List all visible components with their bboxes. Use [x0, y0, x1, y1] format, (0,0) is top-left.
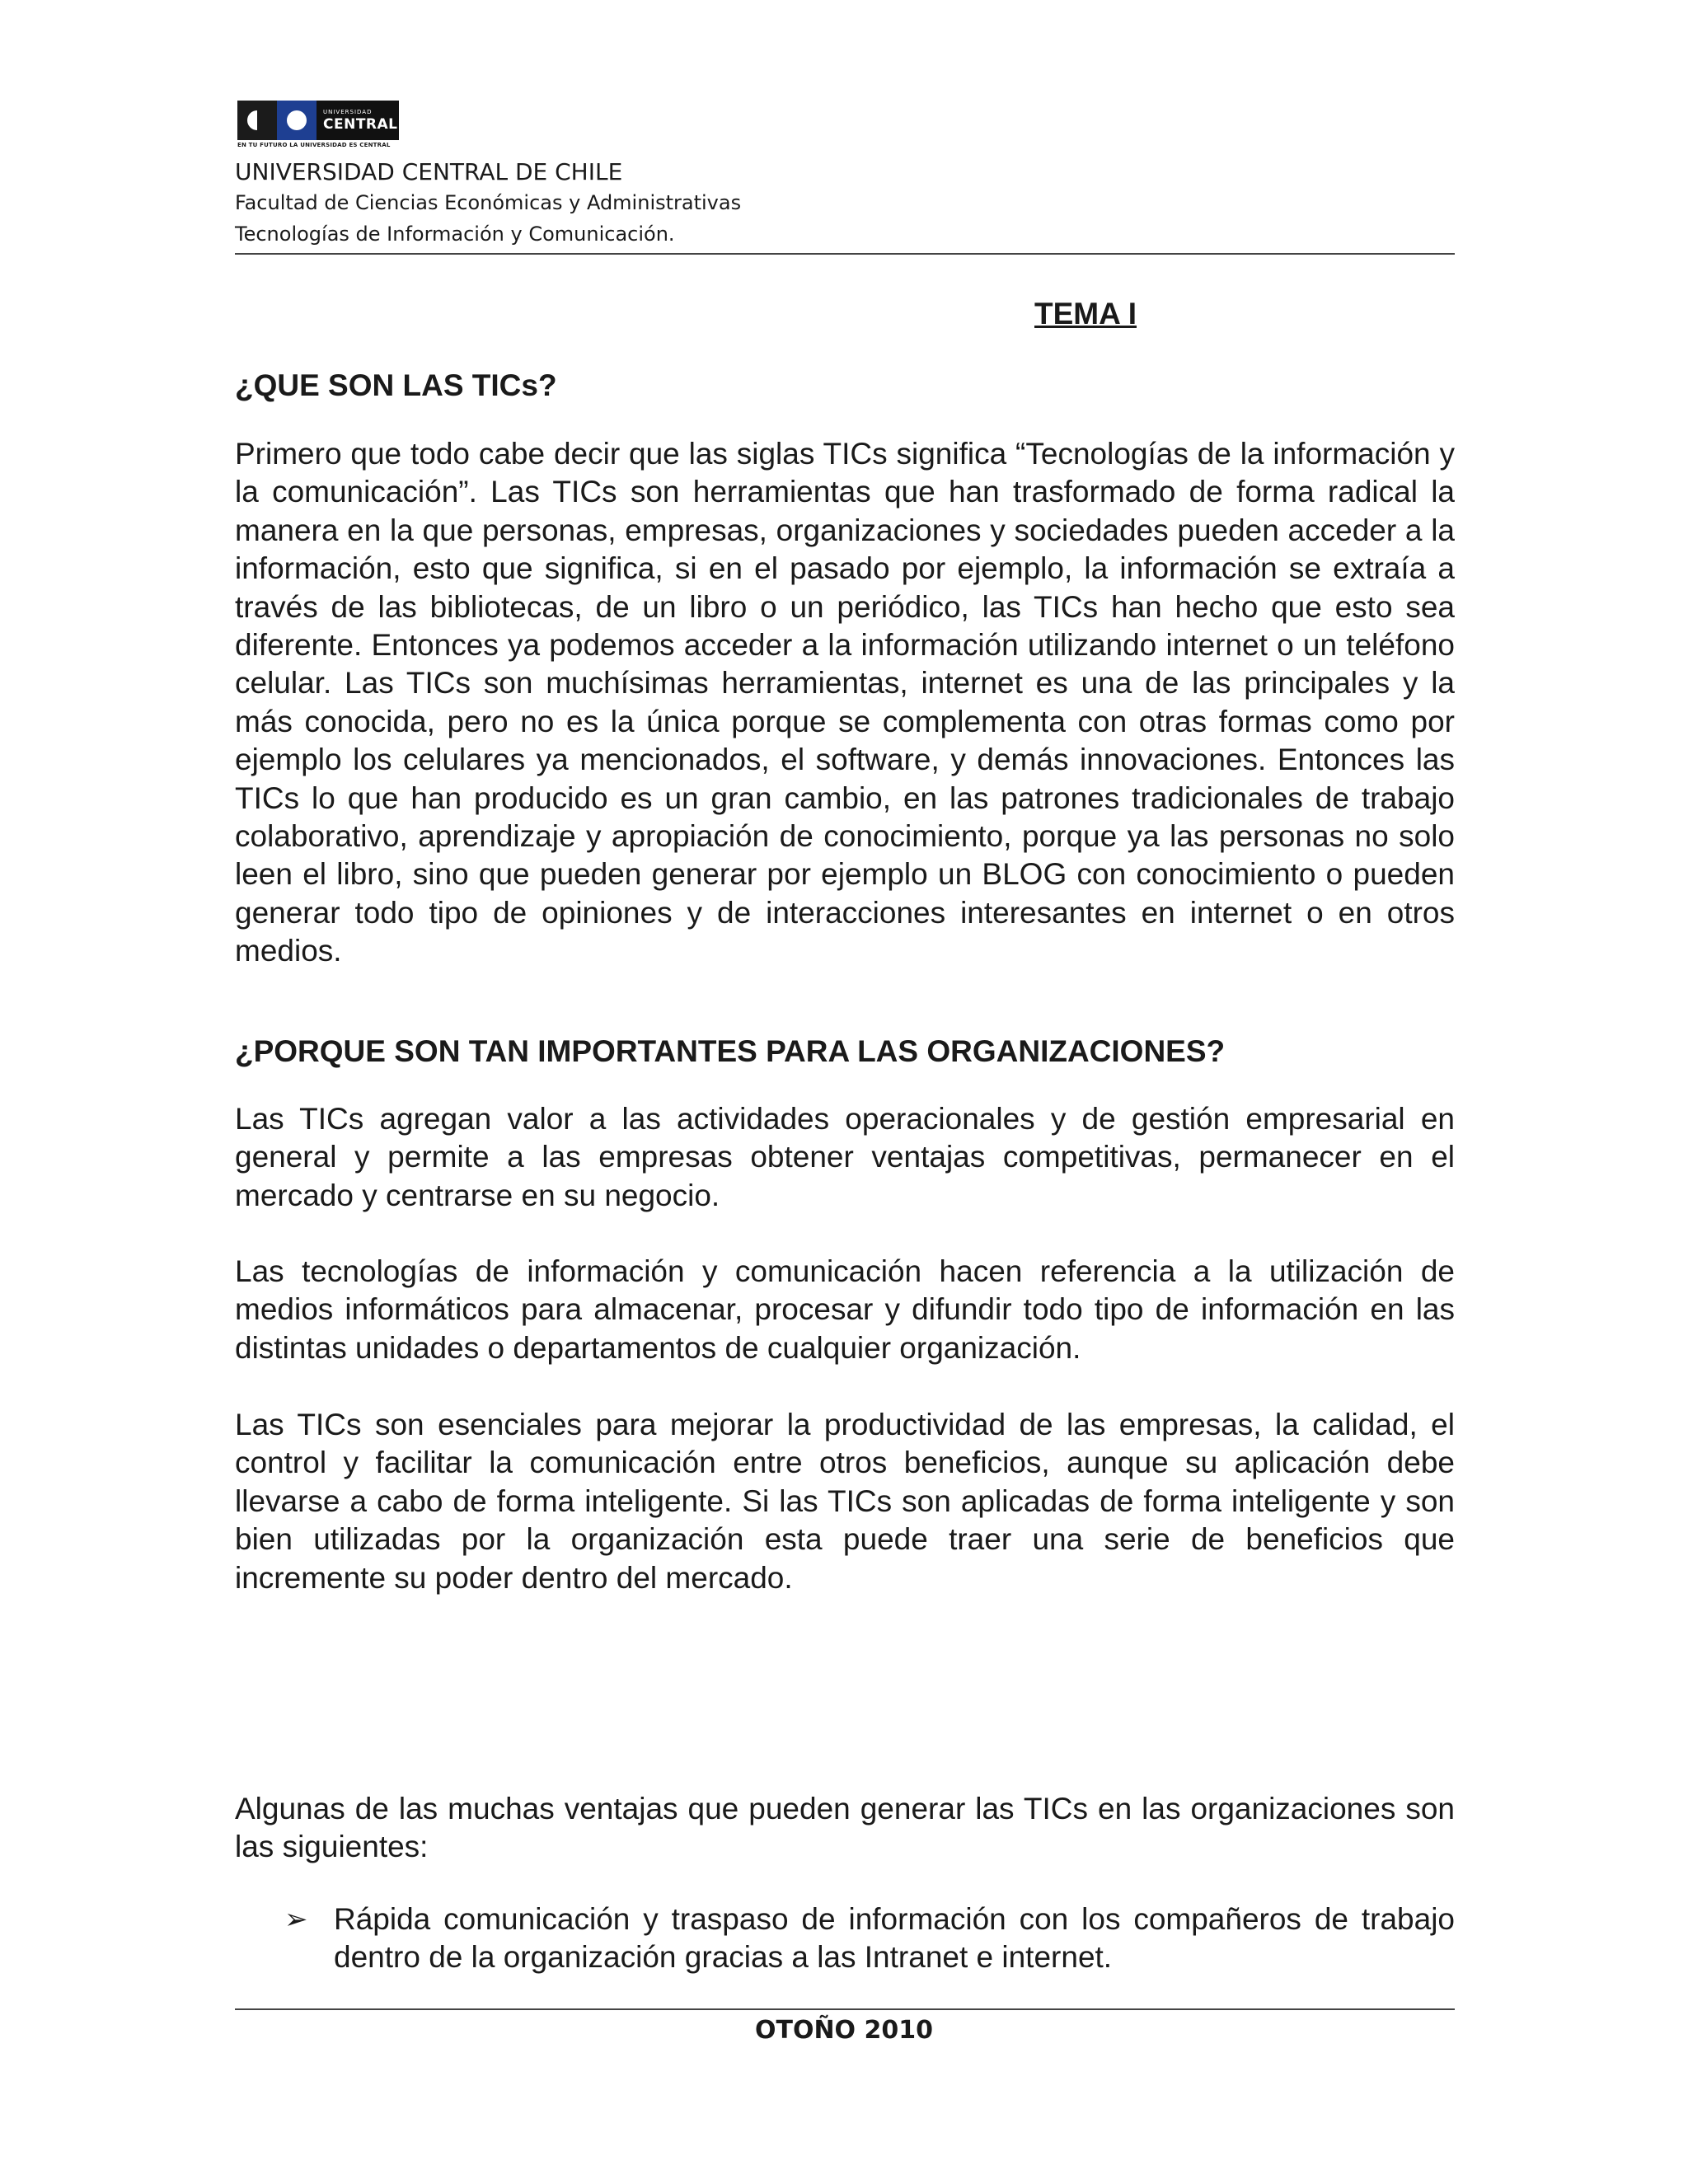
section-heading-importancia: ¿PORQUE SON TAN IMPORTANTES PARA LAS ORGANIZACIONES?: [235, 1034, 1226, 1068]
course-name: Tecnologías de Información y Comunicación.: [235, 223, 675, 246]
section-heading-que-son: ¿QUE SON LAS TICs?: [235, 368, 557, 402]
logo-half-circle-icon: [237, 101, 277, 140]
logo-big-text: CENTRAL: [323, 116, 398, 133]
logo-wordmark: [316, 101, 399, 140]
advantages-intro: Algunas de las muchas ventajas que pueden generar las TICs en las organizaciones son las siguientes:: [235, 1792, 1455, 1864]
logo-bar: [237, 101, 399, 140]
list-item: [235, 1900, 1455, 1977]
header-divider: [235, 253, 1455, 255]
section2-paragraph-3: Las TICs son esenciales para mejorar la productividad de las empresas, la calidad, el control y facilitar la comunicación entre otros beneficios, aunque su aplicación debe llevarse a cabo de forma inteligente. Si las TICs son aplicadas de forma inteligente y son bien utilizadas por la organización esta puede traer una serie de beneficios que incremente su poder dentro del mercado.: [235, 1408, 1455, 1595]
logo-circle-icon: [277, 101, 316, 140]
faculty-name: Facultad de Ciencias Económicas y Administrativas: [235, 191, 742, 214]
section2-paragraph-1: Las TICs agregan valor a las actividades operacionales y de gestión empresarial en general y permite a las empresas obtener ventajas competitivas, permanecer en el mercado y centrarse en su negocio.: [235, 1102, 1455, 1212]
section2-paragraph-2: Las tecnologías de información y comunicación hacen referencia a la utilización de medios informáticos para almacenar, procesar y difundir todo tipo de información en las distintas unidades o departamentos de cualquier organización.: [235, 1254, 1455, 1365]
university-name: UNIVERSIDAD CENTRAL DE CHILE: [235, 158, 623, 185]
tema-title: TEMA I: [1034, 297, 1137, 330]
footer-divider: [235, 2008, 1455, 2010]
section1-paragraph: Primero que todo cabe decir que las siglas TICs significa “Tecnologías de la información y la comunicación”. Las TICs son herramientas que han trasformado de forma radical la manera en la que personas, empresas, organizaciones y sociedades pueden acceder a la información, esto que significa, si en el pasado por ejemplo, la información se extraía a través de las bibliotecas, de un libro o un periódico, las TICs han hecho que esto sea diferente. Entonces ya podemos acceder a la información utilizando internet o un teléfono celular. Las TICs son muchísimas herramientas, internet es una de las principales y la más conocida, pero no es la única porque se complementa con otras formas como por ejemplo los celulares ya mencionados, el software, y demás innovaciones. Entonces las TICs lo que han producido es un gran cambio, en las patrones tradicionales de trabajo colaborativo, aprendizaje y apropiación de conocimiento, porque ya las personas no solo leen el libro, sino que pueden generar por ejemplo un BLOG con conocimiento o pueden generar todo tipo de opiniones y de interacciones interesantes en internet o en otros medios.: [235, 437, 1455, 968]
logo-small-text: UNIVERSIDAD: [323, 109, 373, 115]
footer-term: OTOÑO 2010: [754, 2016, 934, 2045]
arrow-bullet-icon: ➢: [284, 1903, 308, 1936]
university-logo: [237, 101, 399, 152]
logo-tagline: EN TU FUTURO LA UNIVERSIDAD ES CENTRAL: [237, 142, 391, 148]
list-item-text: Rápida comunicación y traspaso de información con los compañeros de trabajo dentro de la organización gracias a las Intranet e internet.: [334, 1902, 1455, 1975]
advantages-list: [235, 1900, 1455, 1977]
